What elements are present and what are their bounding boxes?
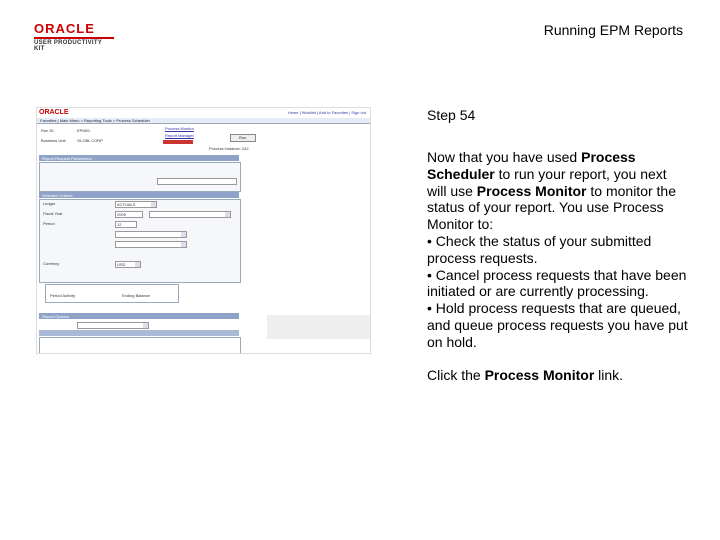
currency-value: USD [117,262,126,267]
bullet-cancel: • Cancel process requests that have been initiated or are currently processing. [427,266,687,300]
grey-panel [267,315,371,339]
process-instance-text: Process Instance: 242 [209,146,249,151]
run-button-label: Run [239,135,247,140]
bullet-hold: • Hold process requests that are queued, and queue process requests you have put on hold. [427,300,688,350]
grid-header [39,330,239,336]
describe-field[interactable] [157,178,237,185]
ps-brand: ORACLE [39,109,69,116]
section-header-request [39,155,239,161]
currency-label: Currency [43,261,60,266]
scenario-select[interactable] [115,231,187,238]
ps-bu-label: Business Unit: [41,138,67,143]
section-title-request: Report Request Parameters [42,156,92,161]
year-label: Fiscal Year [43,211,63,216]
oracle-upk-logo [34,22,114,52]
report-manager-link[interactable]: Report Manager [165,133,194,138]
section-header-options [39,313,239,319]
ledger-label: Ledger [43,201,56,206]
section-header-criteria [39,192,239,198]
tree-select[interactable] [149,211,231,218]
report-option-select[interactable] [77,322,149,329]
intro-paragraph [427,149,689,233]
ps-run-control-value: EPM01 [77,128,91,133]
section-title-options: Report Options [42,314,69,319]
year-field[interactable] [115,211,143,218]
period-label: Period [43,221,55,226]
intro-bold-1: Process Scheduler [427,149,636,182]
ps-bu-value: GLOBL CORP [77,138,103,143]
period-value: 12 [117,222,122,227]
logo-rule [34,37,114,39]
process-monitor-link[interactable]: Process Monitor [165,126,194,131]
step-number: Step 54 [427,107,476,123]
currency-select[interactable] [115,261,141,268]
grid-body [39,337,241,354]
document-title: Running EPM Reports [543,22,683,38]
click-text-1: Click the [427,367,485,383]
option-period-activity[interactable]: Period Activity [50,293,76,298]
period-field[interactable] [115,221,137,228]
ps-menu-bar [37,118,370,124]
options-select[interactable] [115,241,187,248]
run-button[interactable] [230,134,256,142]
ps-header-links[interactable]: Home | Worklist | Add to Favorites | Sign out [287,110,366,115]
ps-run-control-label: Run ID: [41,128,55,133]
action-instruction [427,367,623,383]
logo-subtitle: USER PRODUCTIVITY KIT [34,40,102,52]
intro-text-3: to monitor the status of your report. You use Process Monitor to: [427,182,676,233]
instruction-text [427,149,689,351]
request-options-box [39,162,241,192]
click-bold: Process Monitor [484,367,595,383]
highlight-marker [163,140,193,144]
option-ending-balance[interactable]: Ending Balance [122,293,151,298]
section-title-criteria: Selection Criteria [42,193,73,198]
intro-text-2: to run your report, you next will use [427,165,667,199]
logo-brand: ORACLE [34,21,95,36]
year-value: 2009 [117,212,126,217]
ledger-select[interactable] [115,201,157,208]
click-text-2: link. [594,367,624,383]
ps-banner [37,108,370,116]
intro-text-1: Now that you have used [427,149,582,165]
ending-type-box [45,284,179,303]
ledger-value: ACTUALS [117,202,136,207]
bullet-check-status: • Check the status of your submitted process requests. [427,232,652,266]
application-screenshot [36,107,371,354]
ps-nav-path[interactable]: Favorites | Main Menu > Reporting Tools > Process Scheduler [40,118,150,123]
intro-bold-2: Process Monitor [476,182,587,199]
